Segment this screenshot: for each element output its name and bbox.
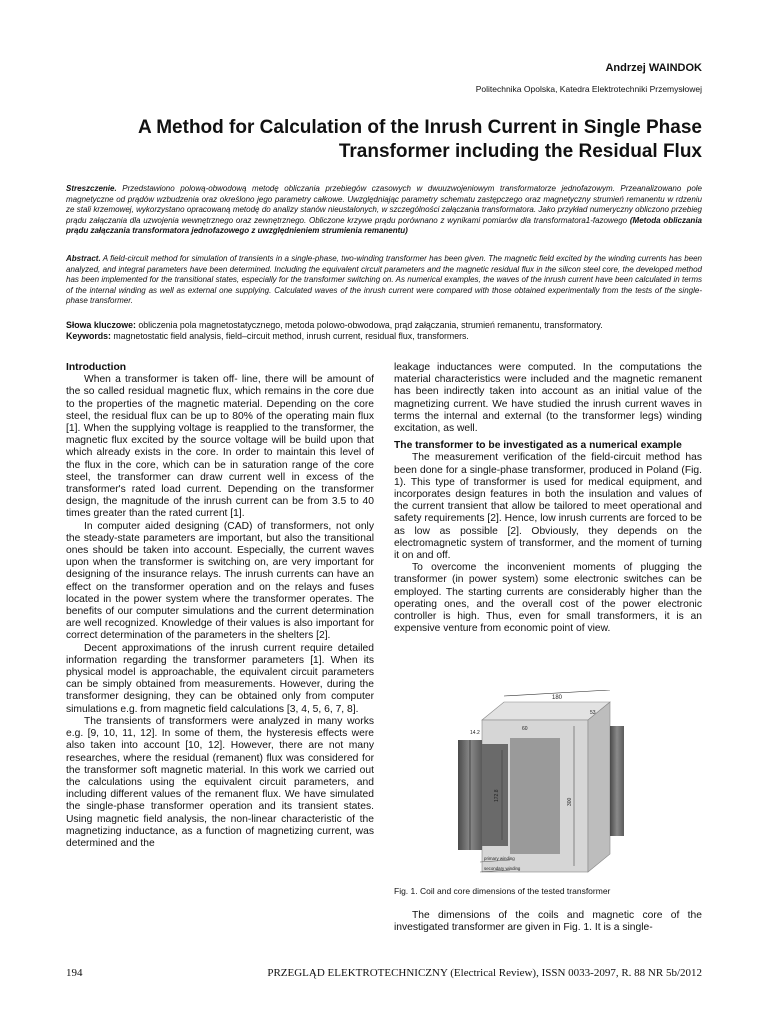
streszczenie-text: Przedstawiono polową-obwodową metodę obliczania przebiegów czasowych w dwuuzwojeniowym transformatorze jednofazowym. Przeanalizowano pole magnetyczne od prądów wzbudzenia oraz określono jego parametry całkowe. Uwzględniając parametry schematu zastępczego oraz magnetyczny strumień remanentu w rdzeniu ze stali krzemowej, wykorzystano opracowaną metodę do analizy stanów nieustalonych, w szczególności załączania transformatora. Jako przykład numeryczny obliczono przebieg prądu załączania dla uzwojenia wewnętrznego oraz zewnętrznego. Obliczone krzywe prądu porównano z wynikami pomiarów dla transformatora1-fazowego: [66, 184, 702, 225]
core-window: [510, 738, 560, 854]
paragraph: The dimensions of the coils and magnetic core of the investigated transformer are given in Fig. 1. It is a single-: [394, 910, 702, 934]
abstract-text: A field-circuit method for simulation of transients in a single-phase, two-winding transformer has been given. The magnetic field excited by the winding currents has been analyzed, and integral parameters have been determined. Including the equivalent circuit parameters and the magnetic residual flux in the silicon steel core, the developed method has been implemented for the transitional states, especially for the transformer switching on. As numerical examples, the waves of the inrush current have been calculated in terms of the internal winding as well as external one supplying. Calculated waves of the inrush current were compared with those obtained experimentally from the tests of the single-phase transformer.: [66, 254, 702, 306]
author-name: Andrzej WAINDOK: [605, 62, 702, 74]
paragraph: Decent approximations of the inrush current require detailed information regarding the transformer parameters [1]. When its physical model is approachable, the equivalent circuit parameters can be simply obtained from measurements. However, during the transformer designing, they can be obtained only from computer simulations e.g. from magnetic field calculations [3, 4, 5, 6, 7, 8].: [66, 642, 374, 715]
section-heading-transformer: The transformer to be investigated as a numerical example: [394, 440, 682, 452]
dim-label-300: 300: [567, 797, 573, 806]
keywords-block: [66, 320, 702, 342]
right-column-continued: [394, 910, 702, 934]
paragraph: The transients of transformers were analyzed in many works e.g. [9, 10, 11, 12]. In some of them, the hysteresis effects were also taken into account [10, 12]. However, there are not many researches, where the residual (remanent) flux was considered for the transformer soft magnetic material. In this work we carried out the calculations using the equivalent circuit parameters, and including different values of the remanent flux. We have simulated the single-phase transformer operation and its transient states. Using magnetic field analysis, the non-linear characteristic of the magnetizing inductance, as a function of magnetizing current, was determined and the: [66, 715, 374, 849]
dim-label-53: 53: [590, 710, 596, 716]
keywords-en-text: magnetostatic field analysis, field–circuit method, inrush current, residual flux, transformers.: [110, 331, 469, 341]
dim-label-172: 172.8: [494, 789, 500, 802]
journal-footer: PRZEGLĄD ELEKTROTECHNICZNY (Electrical Review), ISSN 0033-2097, R. 88 NR 5b/2012: [267, 967, 702, 979]
label-secondary-winding: secondary winding: [484, 866, 521, 871]
dim-label-60: 60: [522, 726, 528, 732]
dim-label-14: 14.2: [470, 730, 480, 736]
dim-label-180: 180: [552, 695, 563, 701]
paragraph: To overcome the inconvenient moments of plugging the transformer (in power system) some electronic switches can be employed. The starting currents are considerably higher than the operating ones, and the overall cost of the power electronic controller is high. Thus, even for small transformers, it is an expensive venture from economic point of view.: [394, 562, 702, 635]
abstract-label: Abstract.: [66, 254, 101, 263]
paper-title: A Method for Calculation of the Inrush Current in Single Phase Transformer including the Residual Flux: [137, 117, 702, 162]
keywords-en: [66, 331, 702, 342]
coil-right-outer: [610, 726, 624, 836]
streszczenie-title-pl: (Metoda obliczania prądu załączania transformatora jednofazowego z uwzględnieniem strumienia remanentu): [66, 215, 702, 236]
paragraph: In computer aided designing (CAD) of transformers, not only the steady-state parameters are important, but also the transitional ones should be taken into account. Especially, the current waves upon when the transformer is switching on, are very important for designing of the insurance relays. The inrush currents can have an effect on the transformer operation and on the relays and fuses located in the power system where the transformer operates. The benefits of our computer simulations and the current determination are well recognized. Knowledge of their values is also important for correct determination of the parameters in the shelters [2].: [66, 520, 374, 642]
transformer-figure: [440, 690, 630, 878]
keywords-pl-text: obliczenia pola magnetostatycznego, metoda polowo-obwodowa, prąd załączania, strumień remanentu, transformatory.: [135, 320, 603, 330]
page-number: 194: [66, 967, 83, 979]
abstract-block: [66, 254, 702, 307]
paragraph: When a transformer is taken off- line, there will be amount of the so called residual magnetic flux, which remains in the core due to the properties of the magnetic material. Depending on the core steel, the residual flux can be up to 80% of the operating main flux [1]. When the supplying voltage is reapplied to the transformer, the magnetic flux excited by the source voltage will be build upon that which already exists in the core. In order to maintain this level of the flux in the core, which can be in saturation range of the core steel, the transformer can draw current well in excess of the transformer's rated load current. Depending on the transformer design, the magnitude of the inrush current can be from 3.5 to 40 times greater than the rated current [1].: [66, 374, 374, 520]
core-side-face: [588, 702, 610, 872]
figure-caption: Fig. 1. Coil and core dimensions of the tested transformer: [394, 886, 611, 896]
right-column: [394, 362, 702, 635]
author-affiliation: Politechnika Opolska, Katedra Elektrotechniki Przemysłowej: [475, 84, 702, 94]
paragraph: leakage inductances were computed. In the computations the material characteristics were included and the magnetic remanent has been indirectly taken into account as an initial value of the magnetizing current. We have studied the inrush current waves in terms the internal and external (to the transformer legs) winding excitation, as well.: [394, 362, 702, 435]
streszczenie-label: Streszczenie.: [66, 184, 117, 193]
section-heading-introduction: Introduction: [66, 362, 127, 373]
keywords-pl-label: Słowa kluczowe:: [66, 320, 136, 330]
streszczenie-block: [66, 184, 702, 237]
keywords-pl: [66, 320, 702, 331]
label-primary-winding: primary winding: [484, 856, 515, 861]
left-column: [66, 362, 374, 850]
keywords-en-label: Keywords:: [66, 331, 111, 341]
paragraph: The measurement verification of the field-circuit method has been done for a single-phase transformer, produced in Poland (Fig. 1). This type of transformer is used for medical equipment, and incorporates design features in both the insulation and values of the current transient that allow be tailored to meet operational and safety requirements [2]. Hence, low inrush currents are forced to be as low as possible [2]. Obviously, they depends on the electromagnetic system of transformer, and the moment of turning it on and off.: [394, 452, 702, 562]
